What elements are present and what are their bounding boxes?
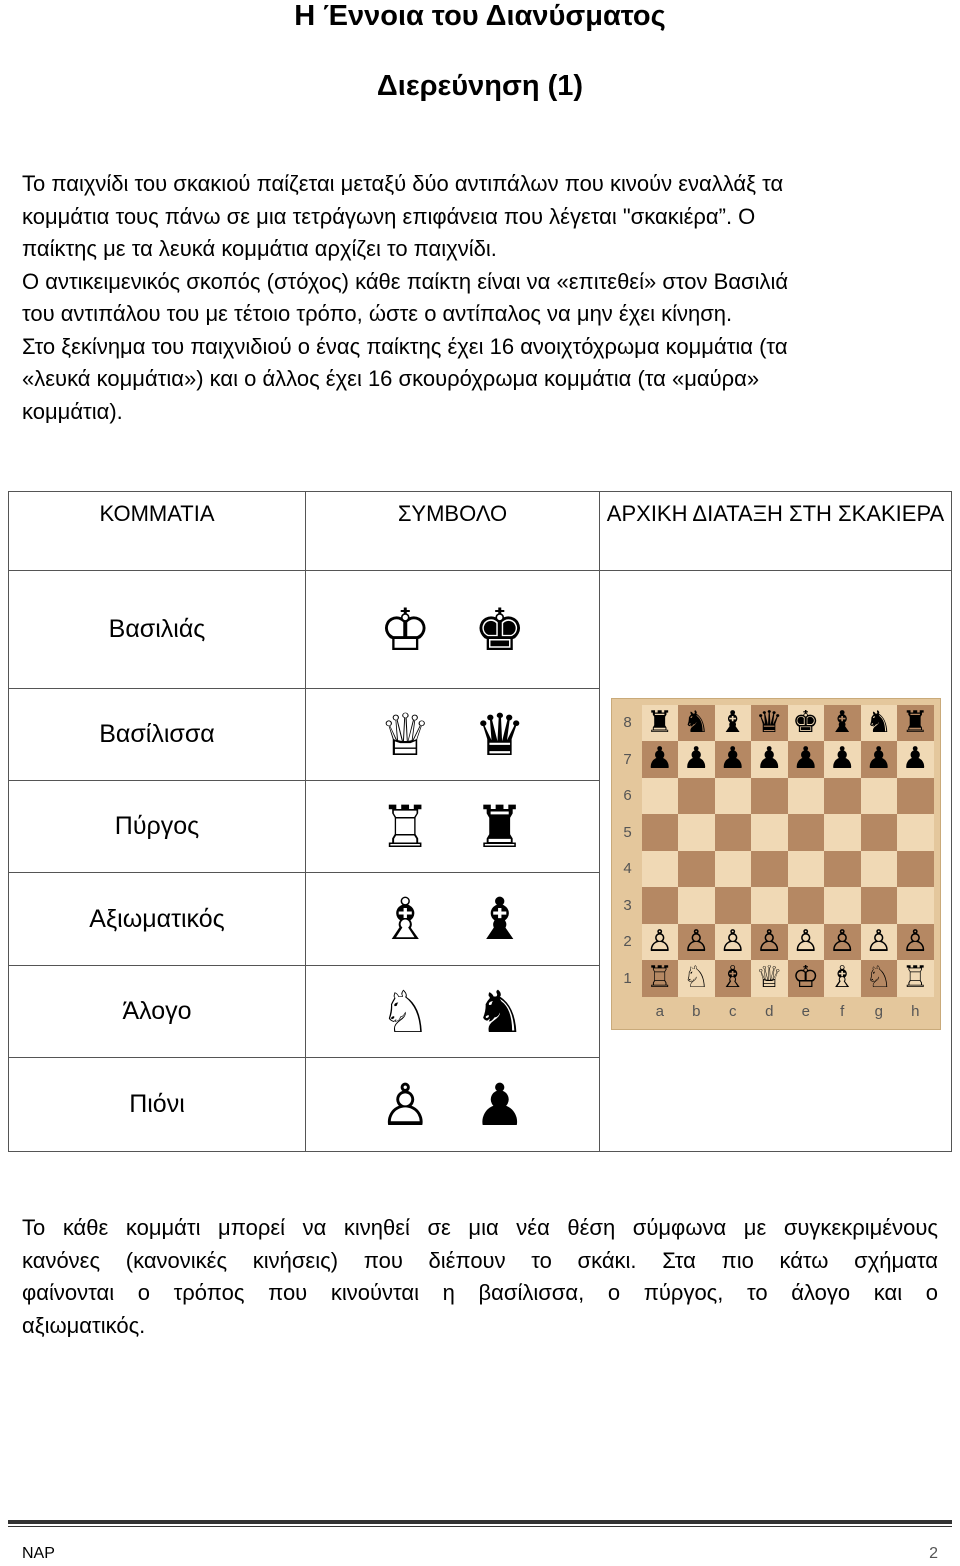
board-square-c8: ♝ (715, 705, 752, 742)
intro-line: Στο ξεκίνημα του παιχνιδιού ο ένας παίκτης έχει 16 ανοιχτόχρωμα κομμάτια (τα (22, 333, 788, 359)
white-queen-icon: ♕ (379, 700, 432, 769)
outro-line: κανόνες (κανονικές κινήσεις) που διέπουν το σκάκι. Στα πιο κάτω σχήματα (22, 1247, 938, 1273)
table-row (9, 571, 952, 689)
board-square-d3 (751, 887, 788, 924)
rank-label: 8 (623, 714, 632, 732)
intro-line: Το παιχνίδι του σκακιού παίζεται μεταξύ δύο αντιπάλων που κινούν εναλλάξ τα (22, 171, 784, 196)
board-square-b5 (678, 814, 715, 851)
black-king-icon: ♚ (473, 595, 526, 664)
piece-symbols (306, 571, 600, 689)
piece-symbols (306, 689, 600, 781)
board-square-a2: ♙ (642, 924, 679, 961)
board-square-f1: ♗ (824, 960, 861, 997)
board-square-c7: ♟ (715, 741, 752, 778)
black-knight-icon: ♞ (473, 977, 526, 1046)
board-square-h6 (897, 778, 934, 815)
board-square-f5 (824, 814, 861, 851)
intro-line: Ο αντικειμενικός σκοπός (στόχος) κάθε παίκτη είναι να «επιτεθεί» στον Βασιλιά (22, 268, 789, 294)
piece-symbols (306, 873, 600, 966)
board-square-f7: ♟ (824, 741, 861, 778)
board-square-g5 (861, 814, 898, 851)
board-square-f3 (824, 887, 861, 924)
board-square-d4 (751, 851, 788, 888)
board-square-c1: ♗ (715, 960, 752, 997)
board-square-b2: ♙ (678, 924, 715, 961)
board-square-a3 (642, 887, 679, 924)
board-square-g1: ♘ (861, 960, 898, 997)
intro-paragraph (22, 168, 938, 428)
file-label: d (765, 1002, 774, 1020)
board-square-a6 (642, 778, 679, 815)
board-square-h1: ♖ (897, 960, 934, 997)
board-square-a1: ♖ (642, 960, 679, 997)
board-square-h7: ♟ (897, 741, 934, 778)
white-knight-icon: ♘ (379, 977, 432, 1046)
board-square-c3 (715, 887, 752, 924)
board-square-d2: ♙ (751, 924, 788, 961)
rank-label: 4 (623, 860, 632, 878)
board-square-g7: ♟ (861, 741, 898, 778)
file-label: g (874, 1002, 883, 1020)
board-square-b6 (678, 778, 715, 815)
intro-line: παίκτης με τα λευκά κομμάτια αρχίζει το παιχνίδι. (22, 236, 497, 261)
board-square-c5 (715, 814, 752, 851)
board-square-g6 (861, 778, 898, 815)
board-square-h5 (897, 814, 934, 851)
board-square-e8: ♚ (788, 705, 825, 742)
file-label: f (840, 1002, 845, 1020)
intro-line: κομμάτια τους πάνω σε μια τετράγωνη επιφάνεια που λέγεται "σκακιέρα”. Ο (22, 203, 756, 229)
intro-line: «λευκά κομμάτια») και ο άλλος έχει 16 σκουρόχρωμα κομμάτια (τα «μαύρα» (22, 366, 760, 391)
board-square-d5 (751, 814, 788, 851)
board-square-h2: ♙ (897, 924, 934, 961)
board-square-f6 (824, 778, 861, 815)
piece-name: Πιόνι (9, 1058, 306, 1152)
board-square-d8: ♛ (751, 705, 788, 742)
header-pieces: ΚΟΜΜΑΤΙΑ (9, 492, 306, 571)
footer-author: NAP (22, 1545, 55, 1562)
rank-label: 7 (623, 750, 632, 768)
board-square-e6 (788, 778, 825, 815)
piece-symbols (306, 1058, 600, 1152)
board-square-e2: ♙ (788, 924, 825, 961)
file-label: c (729, 1002, 737, 1020)
section-subtitle: Διερεύνηση (1) (376, 70, 584, 102)
rank-label: 5 (623, 823, 632, 841)
board-square-f2: ♙ (824, 924, 861, 961)
rank-label: 1 (623, 969, 632, 987)
intro-line: του αντιπάλου του με τέτοιο τρόπο, ώστε ο αντίπαλος να μην έχει κίνηση. (22, 301, 733, 326)
page-title: Η Έννοια του Διανύσματος (294, 0, 666, 32)
white-king-icon: ♔ (379, 595, 432, 664)
black-pawn-icon: ♟ (473, 1070, 526, 1139)
board-square-f4 (824, 851, 861, 888)
footer-divider-thin (8, 1526, 952, 1527)
file-label: h (911, 1002, 920, 1020)
board-square-e3 (788, 887, 825, 924)
board-square-b8: ♞ (678, 705, 715, 742)
board-square-c2: ♙ (715, 924, 752, 961)
board-square-h8: ♜ (897, 705, 934, 742)
rank-labels (618, 705, 638, 997)
board-grid (642, 705, 934, 997)
board-square-d6 (751, 778, 788, 815)
outro-line: αξιωματικός. (22, 1312, 146, 1338)
table-header-row (9, 492, 952, 571)
outro-line: φαίνονται ο τρόπος που κινούνται η βασίλισσα, ο πύργος, το άλογο και ο (22, 1280, 938, 1305)
board-square-g8: ♞ (861, 705, 898, 742)
outro-line: Το κάθε κομμάτι μπορεί να κινηθεί σε μια νέα θέση σύμφωνα με συγκεκριμένους (22, 1215, 938, 1240)
piece-name: Αξιωματικός (9, 873, 306, 966)
board-cell (600, 571, 952, 1152)
board-square-d1: ♕ (751, 960, 788, 997)
board-square-g2: ♙ (861, 924, 898, 961)
board-square-e5 (788, 814, 825, 851)
board-square-c4 (715, 851, 752, 888)
black-rook-icon: ♜ (473, 792, 526, 861)
file-label: e (801, 1002, 810, 1020)
page-number: 2 (929, 1545, 938, 1562)
piece-name: Πύργος (9, 781, 306, 873)
pieces-table (8, 491, 952, 1152)
footer-divider (8, 1520, 952, 1524)
rank-label: 2 (623, 933, 632, 951)
board-square-a4 (642, 851, 679, 888)
board-square-a7: ♟ (642, 741, 679, 778)
board-square-b1: ♘ (678, 960, 715, 997)
black-queen-icon: ♛ (473, 700, 526, 769)
board-square-a5 (642, 814, 679, 851)
white-pawn-icon: ♙ (379, 1070, 432, 1139)
header-symbol: ΣΥΜΒΟΛΟ (306, 492, 600, 571)
board-square-e1: ♔ (788, 960, 825, 997)
piece-name: Άλογο (9, 966, 306, 1058)
board-square-e7: ♟ (788, 741, 825, 778)
board-square-c6 (715, 778, 752, 815)
board-square-e4 (788, 851, 825, 888)
rank-label: 6 (623, 787, 632, 805)
board-square-a8: ♜ (642, 705, 679, 742)
board-square-b4 (678, 851, 715, 888)
white-bishop-icon: ♗ (379, 885, 432, 953)
piece-symbols (306, 781, 600, 873)
intro-line: κομμάτια). (22, 398, 123, 424)
piece-name: Βασίλισσα (9, 689, 306, 781)
piece-name: Βασιλιάς (9, 571, 306, 689)
file-label: a (655, 1002, 664, 1020)
rank-label: 3 (623, 896, 632, 914)
board-square-g3 (861, 887, 898, 924)
board-square-g4 (861, 851, 898, 888)
board-square-h4 (897, 851, 934, 888)
file-labels (642, 999, 934, 1025)
chess-board (611, 698, 941, 1030)
piece-symbols (306, 966, 600, 1058)
board-square-b7: ♟ (678, 741, 715, 778)
board-square-d7: ♟ (751, 741, 788, 778)
outro-paragraph (22, 1212, 938, 1342)
board-square-h3 (897, 887, 934, 924)
header-initial-setup: ΑΡΧΙΚΗ ΔΙΑΤΑΞΗ ΣΤΗ ΣΚΑΚΙΕΡΑ (600, 492, 952, 571)
black-bishop-icon: ♝ (473, 885, 526, 953)
board-square-b3 (678, 887, 715, 924)
white-rook-icon: ♖ (379, 792, 432, 861)
file-label: b (692, 1002, 701, 1020)
board-square-f8: ♝ (824, 705, 861, 742)
